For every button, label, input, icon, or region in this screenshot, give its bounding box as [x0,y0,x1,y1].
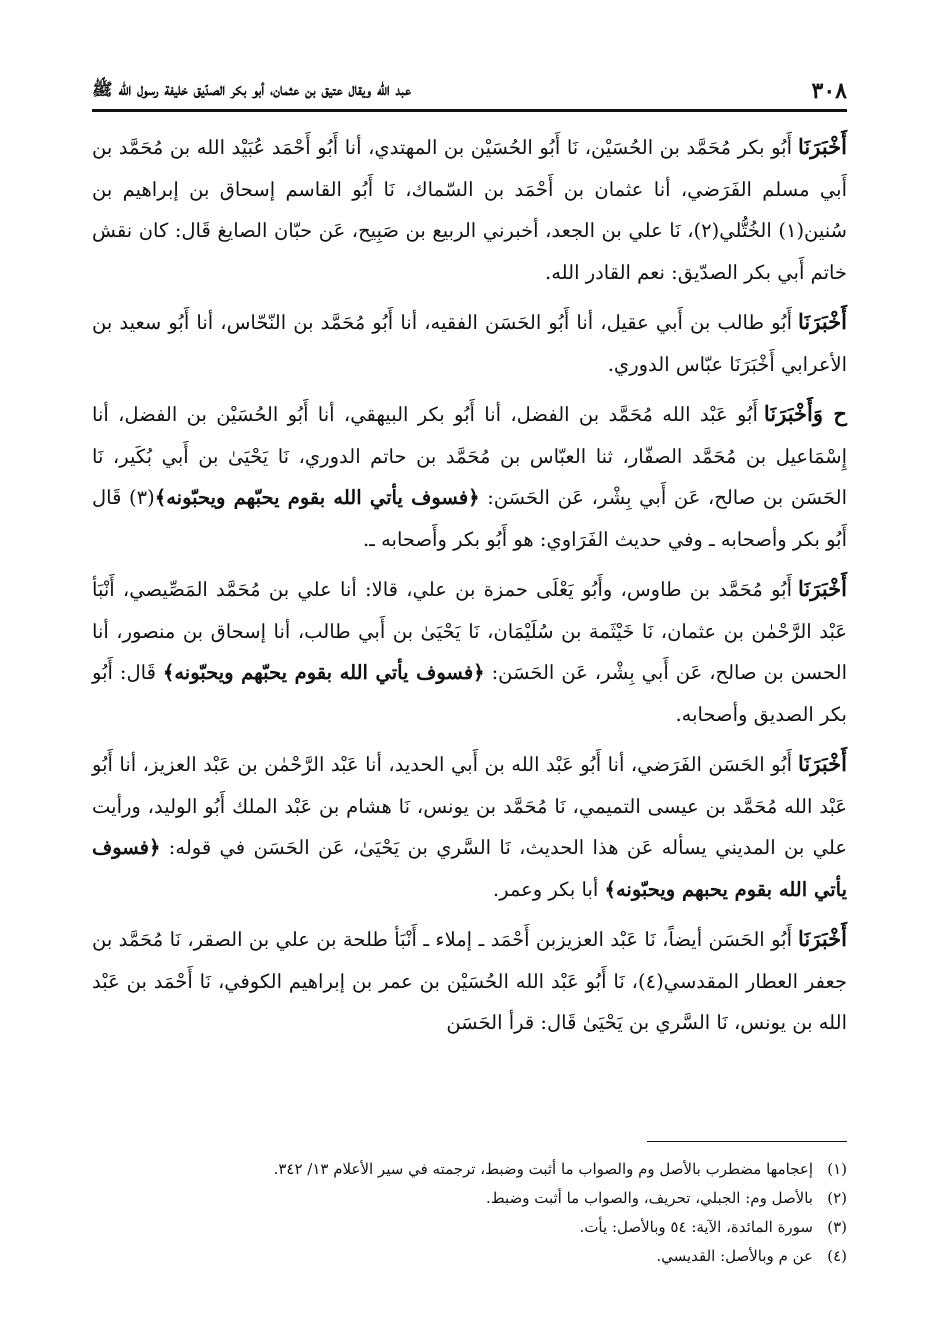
paragraph [92,568,847,735]
paragraph [92,918,847,1044]
paragraph-text: أَبُو طالب بن أَبي عقيل، أنا أَبُو الحَسَن الفقيه، أنا أَبُو مُحَمَّد بن النّحّاس، أنا أَبُو سعيد بن الأعرابي أَخْبَرَنَا عبّاس الدوري. [92,311,847,376]
footnote-number: (٣) [827,1218,847,1236]
paragraph-text: أَبُو الحَسَن أيضاً، نَا عَبْد العزيزبن أَحْمَد ـ إملاء ـ أَنْبَأ طلحة بن علي بن الصقر، نَا مُحَمَّد بن جعفر العطار المقدسي(٤)، نَا أَبُو عَبْد الله الحُسَيْن بن عمر بن إبراهيم الكوفي، نَا أَحْمَد بن عَبْد الله بن يونس، نَا السَّري بن يَحْيَىٰ قَال: قرأ الحَسَن [92,928,847,1034]
quran-verse: ﴿فسوف يأتي الله بقوم يحبّهم ويحبّونه﴾ [162,661,485,684]
paragraph [92,393,847,560]
paragraph-text: قَال: أَبُو بكر الصديق وأصحابه. [92,661,847,726]
paragraph-lead: أَخْبَرَنَا [798,309,847,334]
footnote [92,1155,847,1184]
footnote-text: عن م وبالأصل: القديسي. [656,1247,813,1265]
paragraph-text: أَبُو مُحَمَّد بن طاوس، وأَبُو يَعْلَى حمزة بن علي، قالا: أنا علي بن مُحَمَّد المَصِّيصي، أَنْبَأ عَبْد الرَّحْمٰن بن عثمان، نَا خَيْثَمة بن سُلَيْمَان، نَا يَحْيَىٰ بن أَبي طالب، أنا إسحاق بن منصور، أنا الحسن بن صالح، عَن أَبي بِشْر، عَن الحَسَن: [92,578,847,684]
paragraph-lead: ح وَأَخْبَرَنَا [763,401,847,426]
paragraph-text: (٣) قَال أَبُو بكر وأصحابه ـ وفي حديث الفَرَاوي: هو أَبُو بكر وأَصحابه ـ. [92,486,847,551]
footnote [92,1184,847,1213]
page-number: ٣٠٨ [811,78,847,104]
paragraph-lead: أَخْبَرَنَا [798,751,847,776]
footnote-number: (٢) [827,1189,847,1207]
main-text [92,126,847,1052]
footnote-text: سورة المائدة، الآية: ٥٤ وبالأصل: يأت. [579,1218,813,1236]
quran-verse: ﴿فسوف يأتي الله بقوم يحبهم ويحبّونه﴾ [92,836,847,901]
paragraph-text: أبا بكر وعمر. [492,877,605,901]
footnotes [92,1155,847,1271]
header-rule [92,109,847,112]
paragraph-lead: أَخْبَرَنَا [798,134,847,159]
paragraph [92,126,847,293]
paragraph [92,301,847,385]
paragraph-text: أَبُو الحَسَن الفَرَضي، أنا أَبُو عَبْد الله بن أَبي الحديد، أنا عَبْد الرَّحْمٰن بن عَبْد العزيز، أنا أَبُو عَبْد الله مُحَمَّد بن عيسى التميمي، نَا مُحَمَّد بن يونس، نَا هشام بن عَبْد الملك أَبُو الوليد، ورأيت علي بن المديني يسأله عَن هذا الحديث، نَا السَّري بن يَحْيَىٰ، عَن الحَسَن في قوله: [92,753,847,859]
footnote-text: بالأصل وم: الجبلي، تحريف، والصواب ما أثبت وضبط. [485,1189,813,1207]
quran-verse: ﴿فسوف يأتي الله بقوم يحبّهم ويحبّونه﴾ [154,486,480,509]
running-head: عبد الله ويقال عتيق بن عثمان، أبو بكر الصدّيق خليفة رسول الله ﷺ [92,80,411,100]
paragraph-lead: أَخْبَرَنَا [798,576,847,601]
paragraph-text: أَبُو بكر مُحَمَّد بن الحُسَيْن، نَا أَبُو الحُسَيْن بن المهتدي، أنا أَبُو أَحْمَد عُبَيْد الله بن مُحَمَّد بن أَبي مسلم الفَرَضي، أنا عثمان بن أَحْمَد بن السّماك، نَا أَبُو القاسم إسحاق بن إبراهيم بن سُنين(١) الخُتُّلي(٢)، نَا علي بن الجعد، أخبرني الربيع بن صَبِيح، عَن حبّان الصايغ قَال: كان نقش خاتم أَبي بكر الصدّيق: نعم القادر الله. [92,136,847,284]
footnote-text: إعجامها مضطرب بالأصل وم والصواب ما أثبت وضبط، ترجمته في سير الأعلام ١٣/ ٣٤٢. [273,1160,813,1178]
paragraph-text: أَبُو عَبْد الله مُحَمَّد بن الفضل، أنا أَبُو بكر البيهقي، أنا أَبُو الحُسَيْن بن الفضل، أنا إِسْمَاعيل بن مُحَمَّد الصفّار، ثنا العبّاس بن مُحَمَّد بن حاتم الدوري، نَا يَحْيَىٰ بن أَبي بُكَير، نَا الحَسَن بن صالح، عَن أَبي بِشْر، عَن الحَسَن: [92,403,847,509]
footnote-number: (٤) [827,1247,847,1265]
paragraph-lead: أَخْبَرَنَا [798,926,847,951]
footnote-separator [647,1141,847,1142]
footnote-number: (١) [827,1160,847,1178]
page-header [92,64,847,104]
paragraph [92,743,847,910]
footnote [92,1242,847,1271]
footnote [92,1213,847,1242]
